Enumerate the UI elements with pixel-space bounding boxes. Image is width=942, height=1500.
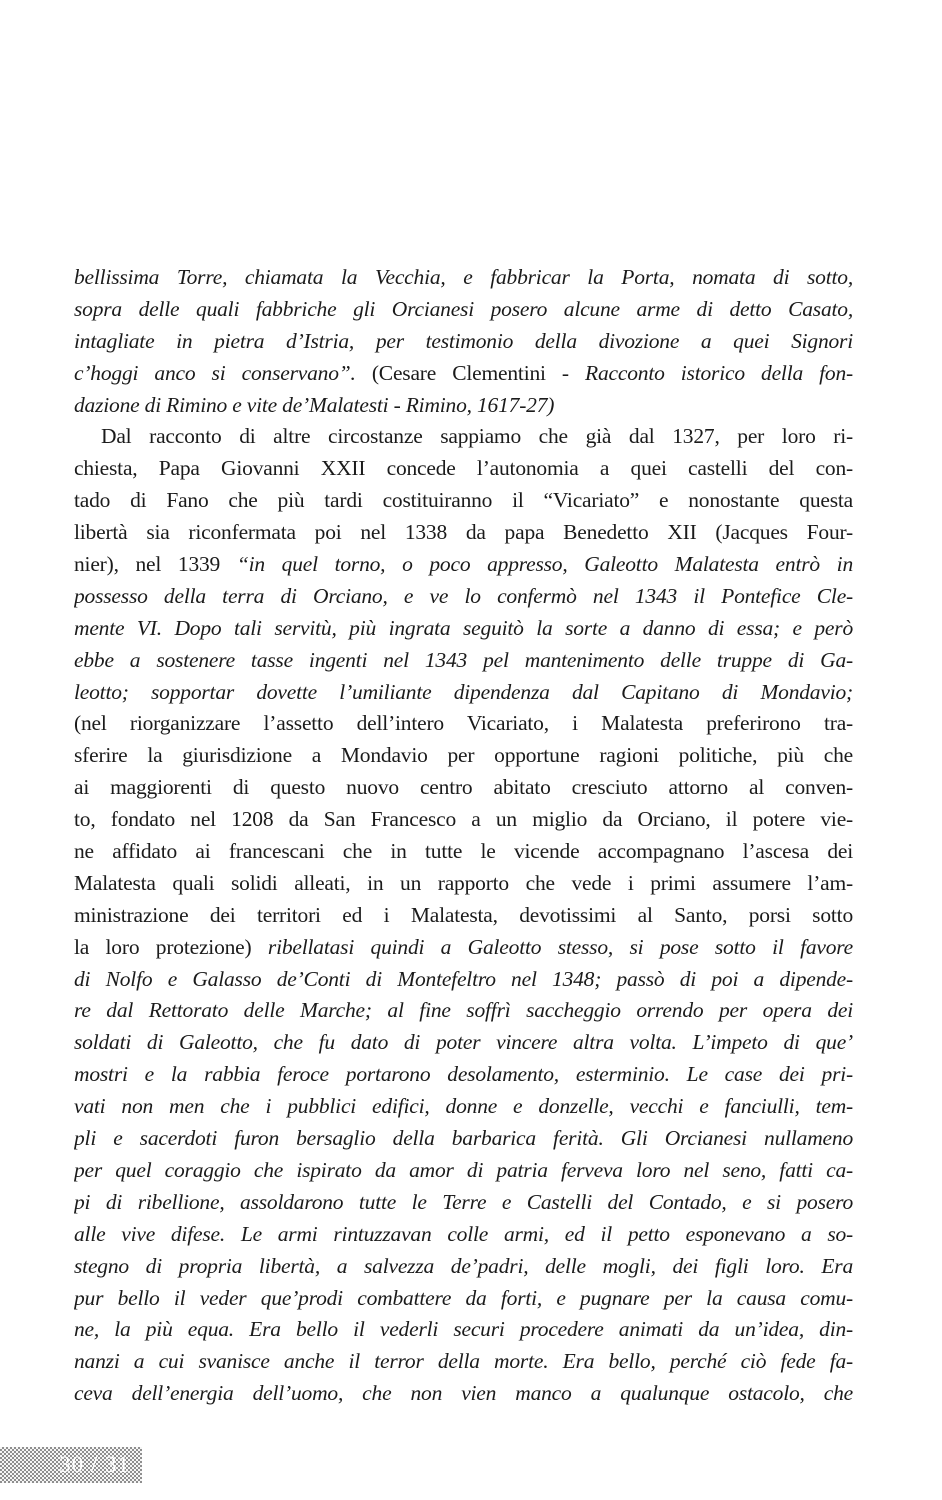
text-line bbox=[74, 390, 853, 422]
text-line bbox=[74, 1314, 853, 1346]
text-line bbox=[74, 1251, 853, 1283]
text-segment: Racconto istorico della fon- bbox=[585, 360, 853, 385]
text-line bbox=[74, 485, 853, 517]
text-line bbox=[74, 868, 853, 900]
text-line bbox=[74, 645, 853, 677]
text-line bbox=[74, 294, 853, 326]
text-line bbox=[74, 995, 853, 1027]
text-segment: sopra delle quali fabbriche gli Orcianesi posero alcune arme di detto Casato, bbox=[74, 296, 853, 321]
text-segment: alle vive difese. Le armi rintuzzavan colle armi, ed il petto esponevano a so- bbox=[74, 1221, 853, 1246]
text-segment: stegno di propria libertà, a salvezza de’padri, delle mogli, dei figli loro. Era bbox=[74, 1253, 853, 1278]
text-line bbox=[74, 677, 853, 709]
text-segment: c’hoggi anco si conservano”. bbox=[74, 360, 372, 385]
text-line bbox=[74, 326, 853, 358]
text-segment: ne affidato ai francescani che in tutte le vicende accompagnano l’ascesa dei bbox=[74, 839, 853, 864]
text-line bbox=[74, 1155, 853, 1187]
text-segment: pi di ribellione, assoldarono tutte le Terre e Castelli del Contado, e si posero bbox=[74, 1189, 853, 1214]
text-segment: ai maggiorenti di questo nuovo centro abitato cresciuto attorno al conven- bbox=[74, 775, 853, 800]
text-line bbox=[74, 1027, 853, 1059]
text-segment: soldati di Galeotto, che fu dato di poter vincere altra volta. L’impeto di que’ bbox=[74, 1030, 853, 1055]
text-line bbox=[74, 1378, 853, 1410]
text-line bbox=[74, 1123, 853, 1155]
text-segment: tado di Fano che più tardi costituiranno il “Vicariato” e nonostante questa bbox=[74, 488, 853, 513]
text-segment: bellissima Torre, chiamata la Vecchia, e fabbricar la Porta, nomata di sotto, bbox=[74, 265, 853, 289]
text-segment: “in quel torno, o poco appresso, Galeotto Malatesta entrò in bbox=[236, 552, 853, 577]
text-segment: pli e sacerdoti furon bersaglio della barbarica ferità. Gli Orcianesi nullameno bbox=[74, 1126, 853, 1151]
text-segment: (nel riorganizzare l’assetto dell’intero Vicariato, i Malatesta preferirono tra- bbox=[74, 711, 853, 736]
text-segment: nanzi a cui svanisce anche il terror della morte. Era bello, perché ciò fede fa- bbox=[74, 1349, 853, 1374]
text-line bbox=[74, 1346, 853, 1378]
text-segment: Dal racconto di altre circostanze sappiamo che già dal 1327, per loro ri- bbox=[101, 424, 853, 449]
text-line bbox=[74, 1187, 853, 1219]
text-segment: (Cesare Clementini - bbox=[371, 360, 586, 385]
text-segment: intagliate in pietra d’Istria, per testimonio della divozione a quei Signori bbox=[74, 328, 853, 353]
text-segment: mostri e la rabbia feroce portarono desolamento, esterminio. Le case dei pri- bbox=[74, 1062, 853, 1087]
text-segment: pur bello il veder que’prodi combattere da forti, e pugnare per la causa comu- bbox=[74, 1285, 853, 1310]
text-line bbox=[74, 964, 853, 996]
text-segment: leotto; sopportar dovette l’umiliante dipendenza dal Capitano di Mondavio; bbox=[74, 679, 853, 704]
page-number-bar bbox=[0, 1447, 142, 1483]
text-line bbox=[74, 708, 853, 740]
text-segment: mente VI. Dopo tali servitù, più ingrata seguitò la sorte a danno di essa; e però bbox=[74, 615, 853, 640]
text-segment: ministrazione dei territori ed i Malatesta, devotissimi al Santo, porsi sotto bbox=[74, 902, 853, 927]
text-line bbox=[74, 262, 853, 294]
text-line bbox=[74, 517, 853, 549]
text-segment: possesso della terra di Orciano, e ve lo confermò nel 1343 il Pontefice Cle- bbox=[74, 583, 853, 608]
text-line bbox=[74, 453, 853, 485]
text-block bbox=[74, 262, 853, 1410]
text-line bbox=[74, 581, 853, 613]
text-line bbox=[74, 932, 853, 964]
text-line bbox=[74, 1059, 853, 1091]
text-segment: vati non men che i pubblici edifici, donne e donzelle, vecchi e fanciulli, tem- bbox=[74, 1094, 853, 1119]
text-segment: di Nolfo e Galasso de’Conti di Montefeltro nel 1348; passò di poi a dipende- bbox=[74, 966, 853, 991]
text-line bbox=[74, 772, 853, 804]
text-line bbox=[74, 613, 853, 645]
text-line bbox=[74, 358, 853, 390]
text-line bbox=[74, 836, 853, 868]
text-segment: re dal Rettorato delle Marche; al fine soffrì saccheggio orrendo per opera dei bbox=[74, 998, 853, 1023]
text-line bbox=[74, 1091, 853, 1123]
text-segment: libertà sia riconfermata poi nel 1338 da papa Benedetto XII (Jacques Four- bbox=[74, 520, 853, 545]
text-line bbox=[74, 804, 853, 836]
text-segment: nier), nel 1339 bbox=[74, 552, 237, 577]
text-line bbox=[74, 1219, 853, 1251]
text-segment: ceva dell’energia dell’uomo, che non vien manco a qualunque ostacolo, che bbox=[74, 1381, 853, 1406]
text-segment: sferire la giurisdizione a Mondavio per opportune ragioni politiche, più che bbox=[74, 743, 853, 768]
text-line bbox=[74, 549, 853, 581]
text-line bbox=[74, 740, 853, 772]
text-segment: per quel coraggio che ispirato da amor di patria ferveva loro nel seno, fatti ca- bbox=[74, 1157, 853, 1182]
text-segment: ebbe a sostenere tasse ingenti nel 1343 pel mantenimento delle truppe di Ga- bbox=[74, 647, 853, 672]
text-segment: ne, la più equa. Era bello il vederli securi procedere animati da un’idea, din- bbox=[74, 1317, 853, 1342]
text-line bbox=[74, 900, 853, 932]
page-number: 30 / 31 bbox=[59, 1452, 130, 1477]
text-segment: chiesta, Papa Giovanni XXII concede l’autonomia a quei castelli del con- bbox=[74, 456, 853, 481]
text-segment: dazione di Rimino e vite de’Malatesti - Rimino, 1617-27) bbox=[74, 392, 555, 417]
text-line bbox=[74, 1283, 853, 1315]
text-segment: to, fondato nel 1208 da San Francesco a un miglio da Orciano, il potere vie- bbox=[74, 807, 853, 832]
text-segment: ribellatasi quindi a Galeotto stesso, si pose sotto il favore bbox=[267, 934, 853, 959]
text-segment: Malatesta quali solidi alleati, in un rapporto che vede i primi assumere l’am- bbox=[74, 870, 853, 895]
text-segment: la loro protezione) bbox=[74, 934, 268, 959]
text-line bbox=[74, 421, 853, 453]
